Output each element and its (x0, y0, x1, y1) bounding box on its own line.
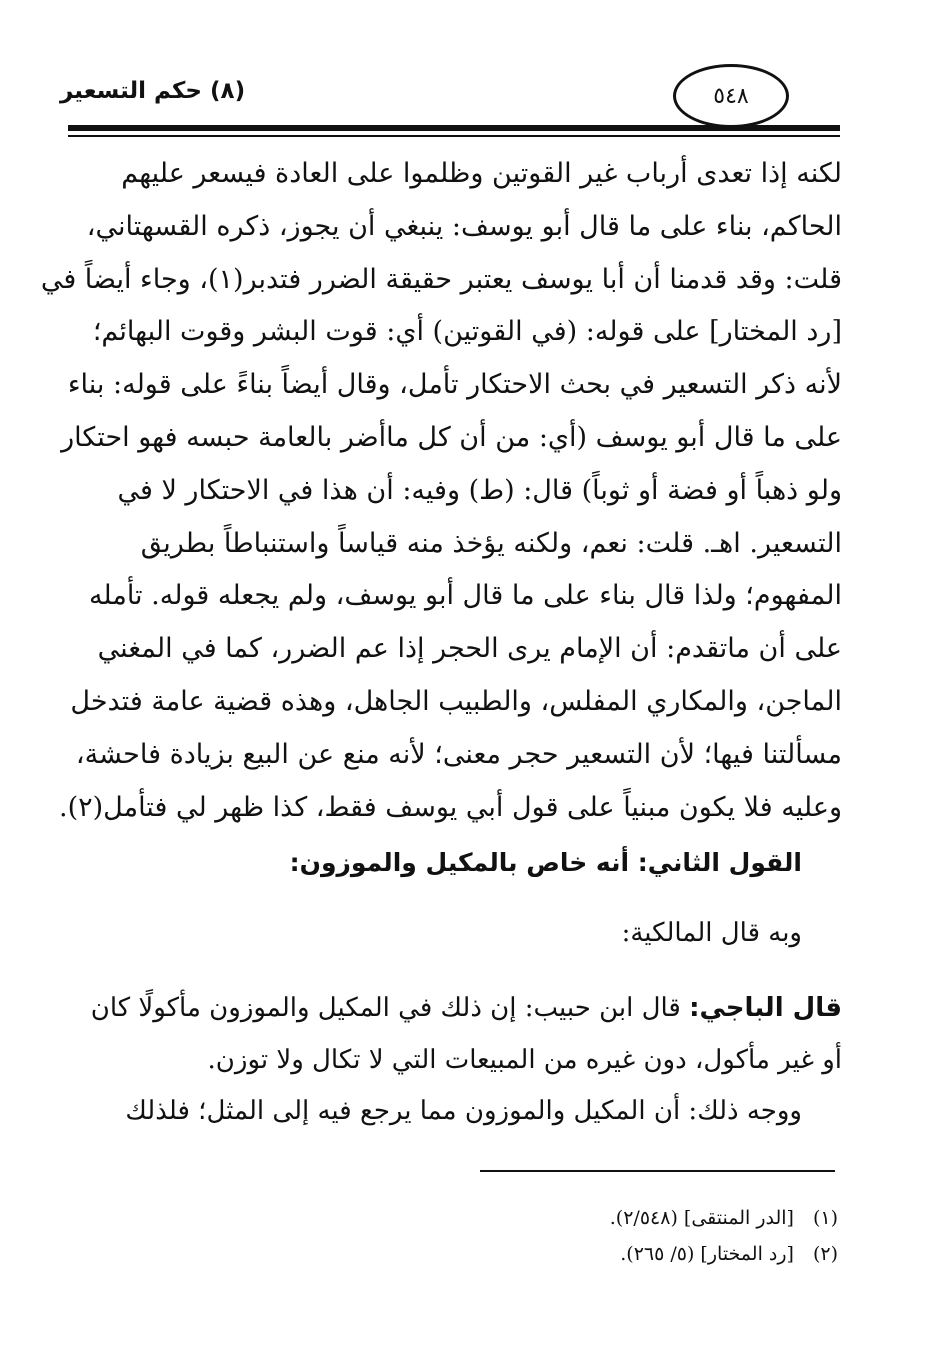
body-line: الماجن، والمكاري المفلس، والطبيب الجاهل، وهذه قضية عامة فتدخل (70, 685, 842, 717)
quote-line-1 (62, 982, 842, 1034)
body-line: مسألتنا فيها؛ لأن التسعير حجر معنى؛ لأنه منع عن البيع بزيادة فاحشة، (75, 738, 842, 770)
quote-line-2: أو غير مأكول، دون غيره من المبيعات التي لا تكال ولا توزن. (207, 1045, 842, 1075)
quote-lead: قال الباجي: (689, 993, 842, 1023)
footnote-text: [الدر المنتقى] (٢/٥٤٨). (609, 1207, 794, 1229)
body-line: الحاكم، بناء على ما قال أبو يوسف: ينبغي أن يجوز، ذكره القسهتاني، (86, 210, 842, 242)
page-number-text: ٥٤٨ (713, 83, 749, 109)
footnote-1 (420, 1200, 838, 1236)
wajh-line: ووجه ذلك: أن المكيل والموزون مما يرجع فيه إلى المثل؛ فلذلك (125, 1096, 802, 1126)
running-title: (٨) حكم التسعير (60, 78, 246, 104)
footnote-number: (٢) (812, 1243, 838, 1265)
header-rule-thick (68, 125, 840, 131)
header-rule-thin (68, 135, 840, 137)
body-line: قلت: وقد قدمنا أن أبا يوسف يعتبر حقيقة الضرر فتدبر(١)، وجاء أيضاً في (40, 263, 842, 295)
body-line: على ما قال أبو يوسف (أي: من أن كل ماأضر بالعامة حبسه فهو احتكار (61, 421, 842, 453)
body-line: لأنه ذكر التسعير في بحث الاحتكار تأمل، وقال أيضاً بناءً على قوله: بناء (67, 369, 842, 401)
page-number (673, 64, 789, 128)
section-heading: القول الثاني: أنه خاص بالمكيل والموزون: (289, 848, 802, 877)
malikiyya-line: وبه قال المالكية: (621, 918, 802, 948)
quote-line-1-text: قال ابن حبيب: إن ذلك في المكيل والموزون مأكولًا كان (90, 993, 690, 1023)
footnote-text: [رد المختار] (٥/ ٢٦٥). (620, 1243, 794, 1265)
baji-quote (62, 982, 842, 1086)
page-header (0, 0, 943, 150)
footnotes (420, 1200, 838, 1272)
body-line: المفهوم؛ ولذا قال بناء على ما قال أبو يوسف، ولم يجعله قوله. تأمله (88, 580, 842, 612)
footnote-separator (480, 1170, 835, 1172)
body-line: وعليه فلا يكون مبنياً على قول أبي يوسف فقط، كذا ظهر لي فتأمل(٢). (59, 791, 842, 823)
body-paragraph (40, 148, 842, 834)
body-line: ولو ذهباً أو فضة أو ثوباً) قال: (ط) وفيه: أن هذا في الاحتكار لا في (117, 474, 842, 506)
body-line: التسعير. اهـ. قلت: نعم، ولكنه يؤخذ منه قياساً واستنباطاً بطريق (140, 527, 842, 559)
footnote-2 (420, 1236, 838, 1272)
body-line: على أن ماتقدم: أن الإمام يرى الحجر إذا عم الضرر، كما في المغني (97, 633, 842, 665)
footnote-number: (١) (812, 1207, 838, 1229)
body-line: لكنه إذا تعدى أرباب غير القوتين وظلموا على العادة فيسعر عليهم (121, 158, 842, 189)
body-line: [رد المختار] على قوله: (في القوتين) أي: قوت البشر وقوت البهائم؛ (92, 316, 842, 348)
